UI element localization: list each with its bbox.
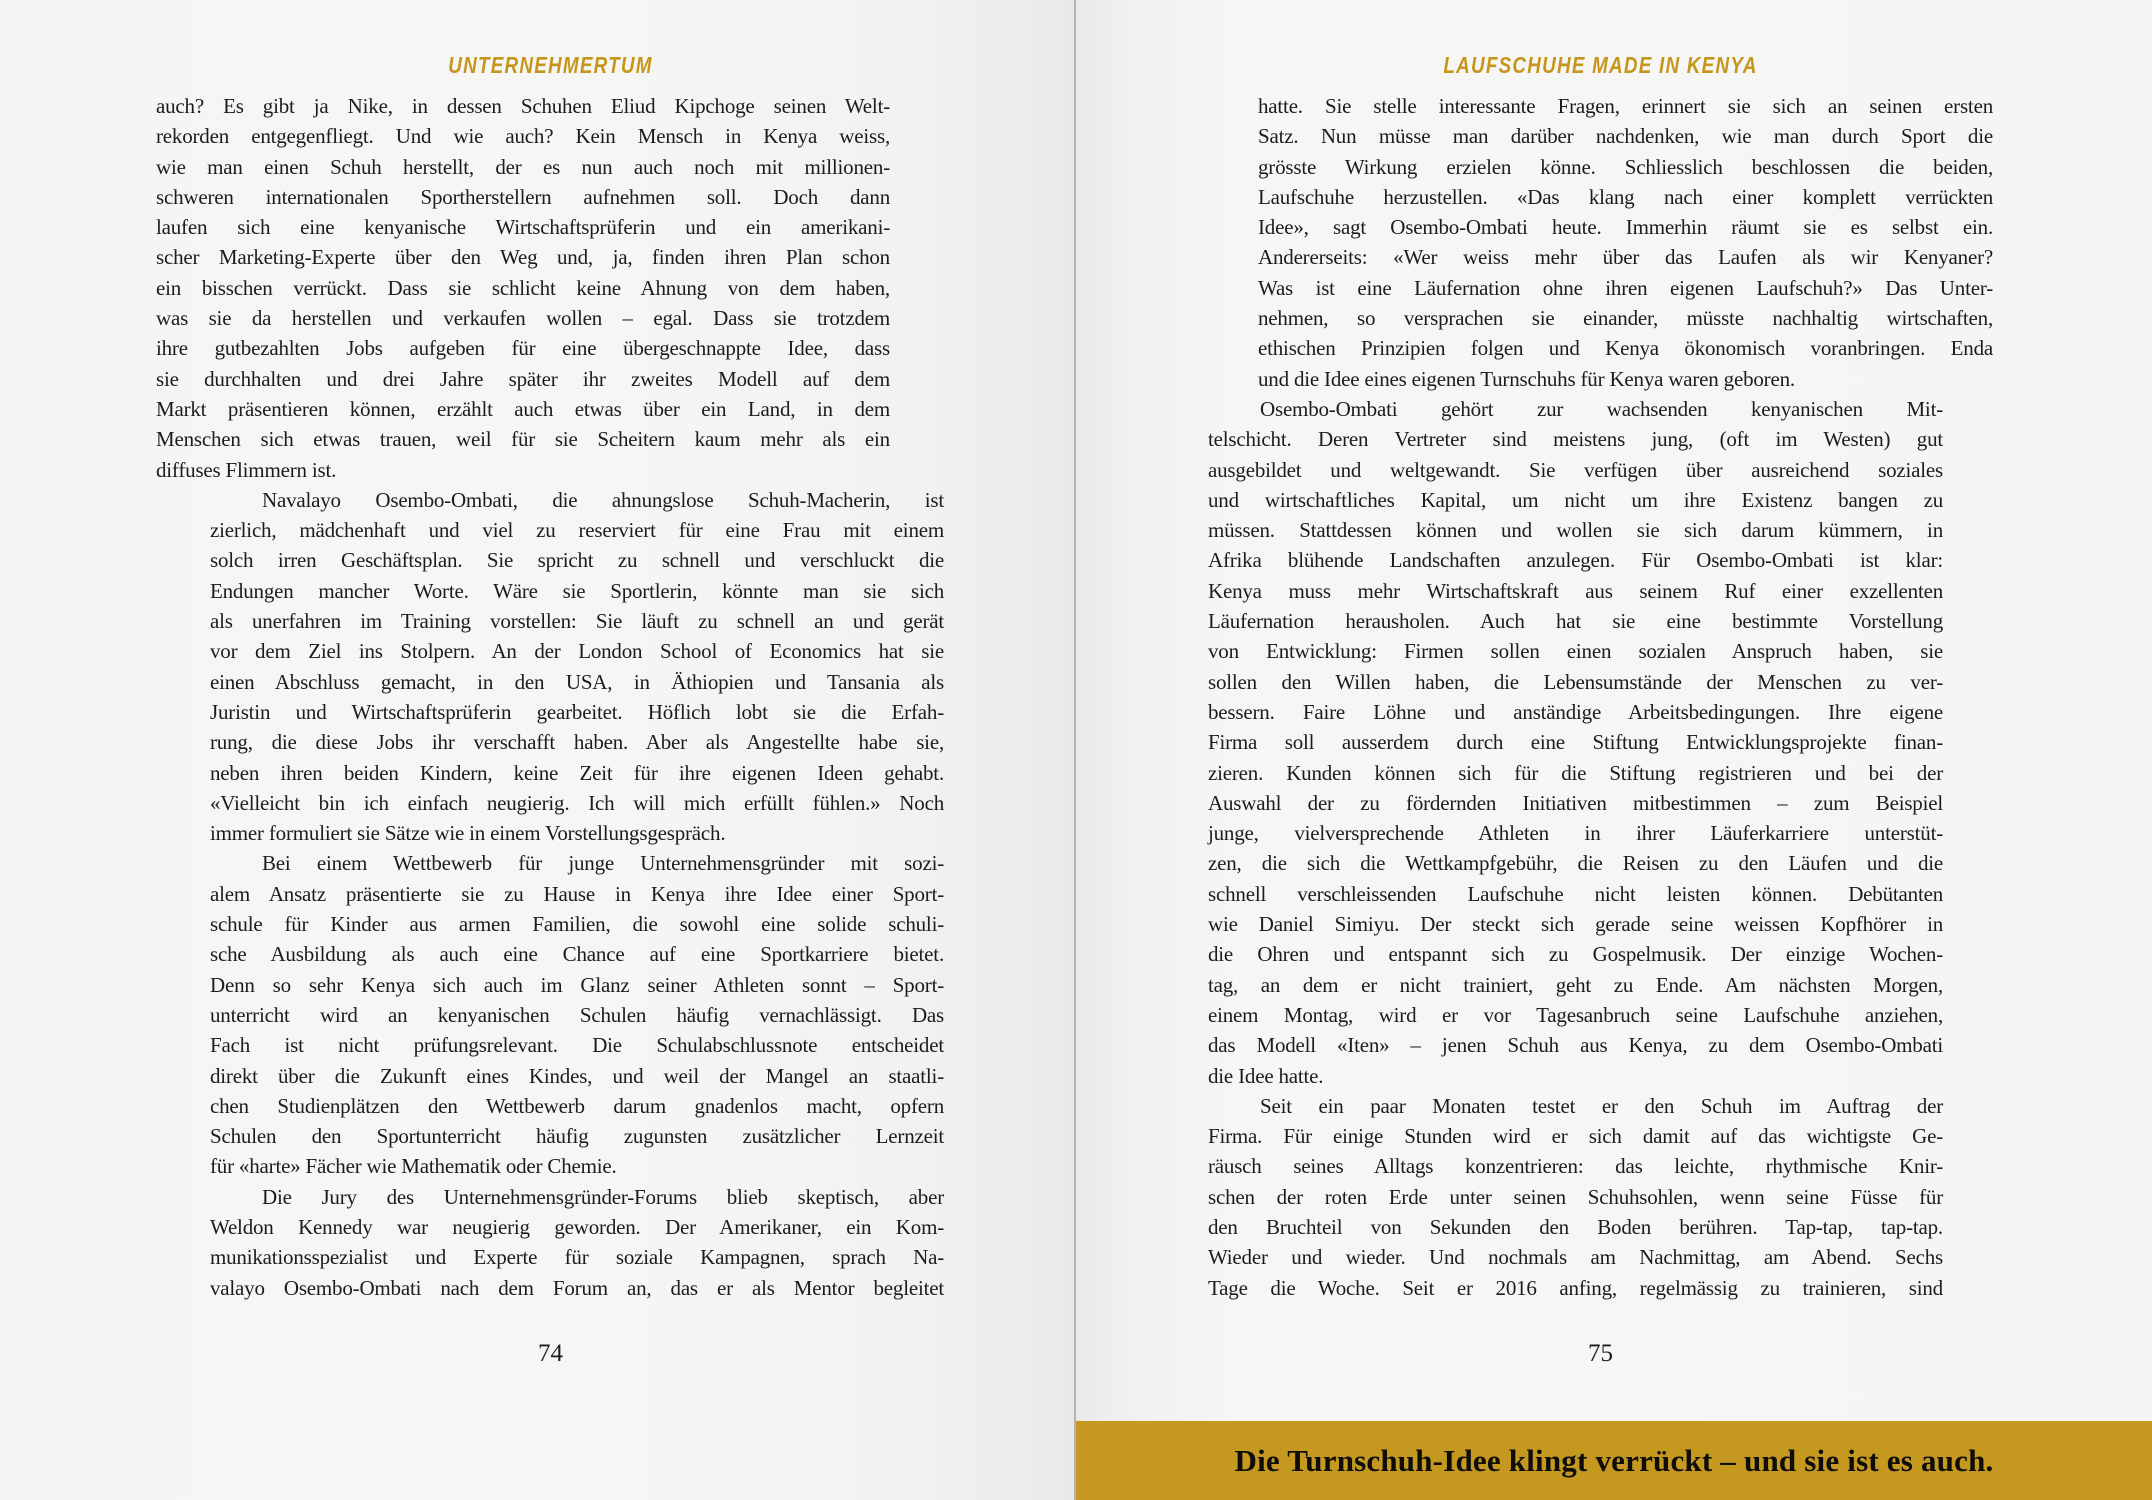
text-line: Laufschuhe herzustellen. «Das klang nach einer komplett verrückten bbox=[1258, 184, 1993, 209]
text-line: Navalayo Osembo-Ombati, die ahnungslose Schuh-Macherin, ist bbox=[262, 487, 944, 512]
text-line: valayo Osembo-Ombati nach dem Forum an, das er als Mentor begleitet bbox=[210, 1275, 944, 1300]
text-line: Firma. Für einige Stunden wird er sich damit auf das wichtigste Ge- bbox=[1208, 1124, 1943, 1149]
text-line: Kenya muss mehr Wirtschaftskraft aus seinem Ruf einer exzellenten bbox=[1208, 578, 1943, 603]
text-column-left bbox=[156, 91, 944, 1303]
text-line: die Ohren und entspannt sich zu Gospelmusik. Der einzige Wochen- bbox=[1208, 942, 1943, 967]
text-line: müssen. Stattdessen können und wollen sie sich darum kümmern, in bbox=[1208, 518, 1943, 543]
text-line: Tage die Woche. Seit er 2016 anfing, regelmässig zu trainieren, sind bbox=[1208, 1275, 1943, 1300]
text-line: schnell verschleissenden Laufschuhe nicht leisten können. Debütanten bbox=[1208, 881, 1943, 906]
text-line: Juristin und Wirtschaftsprüferin gearbeitet. Höflich lobt sie die Erfah- bbox=[210, 699, 944, 724]
text-line: Markt präsentieren können, erzählt auch etwas über ein Land, in dem bbox=[156, 396, 890, 421]
text-line: für «harte» Fächer wie Mathematik oder Chemie. bbox=[210, 1154, 617, 1179]
text-line: schule für Kinder aus armen Familien, die sowohl eine solide schuli- bbox=[210, 912, 944, 937]
text-line: hatte. Sie stelle interessante Fragen, erinnert sie sich an seinen ersten bbox=[1258, 94, 1993, 118]
text-line: rung, die diese Jobs ihr verschafft haben. Aber als Angestellte habe sie, bbox=[210, 730, 944, 755]
text-line: Idee», sagt Osembo-Ombati heute. Immerhin räumt sie es selbst ein. bbox=[1258, 215, 1993, 240]
text-line: Satz. Nun müsse man darüber nachdenken, wie man durch Sport die bbox=[1258, 124, 1993, 149]
text-line: vor dem Ziel ins Stolpern. An der London School of Economics hat sie bbox=[210, 639, 944, 664]
text-line: bessern. Faire Löhne und anständige Arbeitsbedingungen. Ihre eigene bbox=[1208, 699, 1943, 724]
text-line: sche Ausbildung als auch eine Chance auf eine Sportkarriere bietet. bbox=[210, 942, 944, 967]
text-line: sollen den Willen haben, die Lebensumstände der Menschen zu ver- bbox=[1208, 669, 1943, 694]
banner bbox=[1076, 1421, 2152, 1500]
text-line: junge, vielversprechende Athleten in ihrer Läuferkarriere unterstüt- bbox=[1208, 821, 1943, 846]
text-line: zieren. Kunden können sich für die Stiftung registrieren und bei der bbox=[1208, 760, 1943, 785]
text-line: Osembo-Ombati gehört zur wachsenden kenyanischen Mit- bbox=[1260, 396, 1943, 421]
paragraph bbox=[210, 485, 944, 849]
text-line: einen Abschluss gemacht, in den USA, in Äthiopien und Tansania als bbox=[210, 669, 944, 694]
text-line: als unerfahren im Training vorstellen: Sie läuft zu schnell an und gerät bbox=[210, 609, 944, 634]
paragraph bbox=[156, 91, 890, 485]
text-line: die Idee hatte. bbox=[1208, 1063, 1324, 1088]
running-head-left: UNTERNEHMERTUM bbox=[448, 52, 653, 78]
text-line: Fach ist nicht prüfungsrelevant. Die Schulabschlussnote entscheidet bbox=[210, 1033, 944, 1058]
page-right bbox=[1076, 0, 2152, 1500]
text-line: einem Montag, wird er vor Tagesanbruch seine Laufschuhe anziehen, bbox=[1208, 1002, 1943, 1027]
paragraph bbox=[1258, 91, 1993, 394]
text-line: Denn so sehr Kenya sich auch im Glanz seiner Athleten sonnt – Sport- bbox=[210, 972, 944, 997]
text-line: chen Studienplätzen den Wettbewerb darum gnadenlos macht, opfern bbox=[210, 1093, 944, 1118]
text-column-right bbox=[1208, 91, 1993, 1303]
text-line: grösste Wirkung erzielen könne. Schliesslich beschlossen die beiden, bbox=[1258, 154, 1993, 179]
text-line: telschicht. Deren Vertreter sind meistens jung, (oft im Westen) gut bbox=[1208, 427, 1943, 452]
text-line: ethischen Prinzipien folgen und Kenya ökonomisch voranbringen. Enda bbox=[1258, 336, 1993, 361]
text-line: was sie da herstellen und verkaufen wollen – egal. Dass sie trotzdem bbox=[156, 306, 890, 331]
banner-text: Die Turnschuh-Idee klingt verrückt – und sie ist es auch. bbox=[1234, 1442, 1994, 1478]
text-line: das Modell «Iten» – jenen Schuh aus Kenya, zu dem Osembo-Ombati bbox=[1208, 1033, 1943, 1058]
text-line: zen, die sich die Wettkampfgebühr, die Reisen zu den Läufen und die bbox=[1208, 851, 1943, 876]
paragraph bbox=[210, 848, 944, 1181]
text-line: Endungen mancher Worte. Wäre sie Sportlerin, könnte man sie sich bbox=[210, 578, 944, 603]
text-line: Seit ein paar Monaten testet er den Schuh im Auftrag der bbox=[1260, 1093, 1943, 1118]
text-line: schweren internationalen Sportherstellern aufnehmen soll. Doch dann bbox=[156, 184, 890, 209]
text-line: Bei einem Wettbewerb für junge Unternehmensgründer mit sozi- bbox=[262, 851, 944, 876]
text-line: ausgebildet und weltgewandt. Sie verfügen über ausreichend soziales bbox=[1208, 457, 1943, 482]
text-line: laufen sich eine kenyanische Wirtschaftsprüferin und ein amerikani- bbox=[156, 215, 890, 240]
text-line: und die Idee eines eigenen Turnschuhs für Kenya waren geboren. bbox=[1258, 366, 1795, 391]
paragraph bbox=[1208, 1091, 1943, 1303]
text-line: auch? Es gibt ja Nike, in dessen Schuhen Eliud Kipchoge seinen Welt- bbox=[156, 94, 890, 118]
text-line: Schulen den Sportunterricht häufig zugunsten zusätzlicher Lernzeit bbox=[210, 1124, 944, 1149]
text-line: ihre gutbezahlten Jobs aufgeben für eine übergeschnappte Idee, dass bbox=[156, 336, 890, 361]
text-line: ein bisschen verrückt. Dass sie schlicht keine Ahnung von dem haben, bbox=[156, 275, 890, 300]
text-line: nehmen, so versprachen sie einander, müsste nachhaltig wirtschaften, bbox=[1258, 306, 1993, 331]
paragraph bbox=[210, 1182, 944, 1303]
text-line: Die Jury des Unternehmensgründer-Forums blieb skeptisch, aber bbox=[262, 1184, 944, 1209]
text-line: alem Ansatz präsentierte sie zu Hause in Kenya ihre Idee einer Sport- bbox=[210, 881, 944, 906]
text-line: direkt über die Zukunft eines Kindes, und weil der Mangel an staatli- bbox=[210, 1063, 944, 1088]
text-line: Läufernation herausholen. Auch hat sie eine bestimmte Vorstellung bbox=[1208, 609, 1943, 634]
page-number-right: 75 bbox=[1588, 1340, 1613, 1367]
page-number-left: 74 bbox=[538, 1340, 563, 1367]
text-line: rekorden entgegenfliegt. Und wie auch? Kein Mensch in Kenya weiss, bbox=[156, 124, 890, 149]
text-line: schen der roten Erde unter seinen Schuhsohlen, wenn seine Füsse für bbox=[1208, 1184, 1943, 1209]
text-line: Was ist eine Läufernation ohne ihren eigenen Laufschuh?» Das Unter- bbox=[1258, 275, 1993, 300]
text-line: solch irren Geschäftsplan. Sie spricht zu schnell und verschluckt die bbox=[210, 548, 944, 573]
text-line: Weldon Kennedy war neugierig geworden. Der Amerikaner, ein Kom- bbox=[210, 1214, 944, 1239]
text-line: scher Marketing-Experte über den Weg und, ja, finden ihren Plan schon bbox=[156, 245, 890, 270]
text-line: munikationsspezialist und Experte für soziale Kampagnen, sprach Na- bbox=[210, 1245, 944, 1270]
paragraph bbox=[1208, 394, 1943, 1091]
text-line: diffuses Flimmern ist. bbox=[156, 457, 337, 482]
text-line: und wirtschaftliches Kapital, um nicht um ihre Existenz bangen zu bbox=[1208, 487, 1943, 512]
page-gutter-divider bbox=[1074, 0, 1076, 1500]
text-line: Andererseits: «Wer weiss mehr über das Laufen als wir Kenyaner? bbox=[1258, 245, 1993, 270]
text-line: zierlich, mädchenhaft und viel zu reserviert für eine Frau mit einem bbox=[210, 518, 944, 543]
text-line: immer formuliert sie Sätze wie in einem Vorstellungsgespräch. bbox=[210, 821, 726, 846]
text-line: tag, an dem er nicht trainiert, geht zu Ende. Am nächsten Morgen, bbox=[1208, 972, 1943, 997]
running-head-right: LAUFSCHUHE MADE IN KENYA bbox=[1443, 52, 1758, 78]
text-line: neben ihren beiden Kindern, keine Zeit für ihre eigenen Ideen gehabt. bbox=[210, 760, 944, 785]
text-line: Menschen sich etwas trauen, weil für sie Scheitern kaum mehr als ein bbox=[156, 427, 890, 452]
text-line: räusch seines Alltags konzentrieren: das leichte, rhythmische Knir- bbox=[1208, 1154, 1943, 1179]
text-line: Firma soll ausserdem durch eine Stiftung Entwicklungsprojekte finan- bbox=[1208, 730, 1943, 755]
text-line: wie Daniel Simiyu. Der steckt sich gerade seine weissen Kopfhörer in bbox=[1208, 912, 1943, 937]
text-line: wie man einen Schuh herstellt, der es nun auch noch mit millionen- bbox=[156, 154, 890, 179]
text-line: sie durchhalten und drei Jahre später ihr zweites Modell auf dem bbox=[156, 366, 890, 391]
text-line: Wieder und wieder. Und nochmals am Nachmittag, am Abend. Sechs bbox=[1208, 1245, 1943, 1270]
text-line: «Vielleicht bin ich einfach neugierig. Ich will mich erfüllt fühlen.» Noch bbox=[210, 790, 944, 815]
text-line: Afrika blühende Landschaften anzulegen. Für Osembo-Ombati ist klar: bbox=[1208, 548, 1943, 573]
text-line: von Entwicklung: Firmen sollen einen sozialen Anspruch haben, sie bbox=[1208, 639, 1943, 664]
text-line: Auswahl der zu fördernden Initiativen mitbestimmen – zum Beispiel bbox=[1208, 790, 1943, 815]
text-line: den Bruchteil von Sekunden den Boden berühren. Tap-tap, tap-tap. bbox=[1208, 1214, 1943, 1239]
text-line: unterricht wird an kenyanischen Schulen häufig vernachlässigt. Das bbox=[210, 1002, 944, 1027]
